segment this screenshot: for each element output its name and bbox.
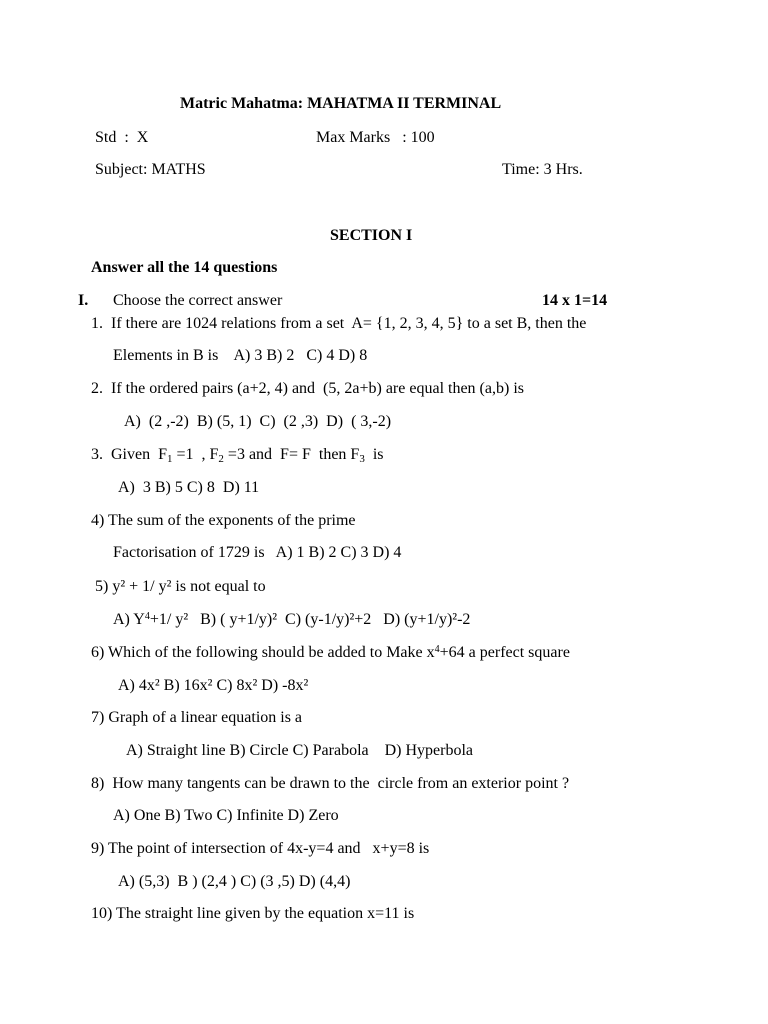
- part-marks: 14 x 1=14: [542, 292, 608, 309]
- question-1-line-1: 1. If there are 1024 relations from a set A= {1, 2, 3, 4, 5} to a set B, then the: [91, 315, 587, 332]
- question-9-line-1: 9) The point of intersection of 4x-y=4 and x+y=8 is: [91, 840, 430, 857]
- max-marks: Max Marks : 100: [316, 129, 435, 146]
- part-numeral: I.: [78, 292, 89, 309]
- question-4-line-1: 4) The sum of the exponents of the prime: [91, 512, 356, 529]
- question-4-options: Factorisation of 1729 is A) 1 B) 2 C) 3 D) 4: [113, 544, 402, 561]
- question-8-line-1: 8) How many tangents can be drawn to the circle from an exterior point ?: [91, 775, 570, 792]
- exam-title: Matric Mahatma: MAHATMA II TERMINAL: [180, 95, 502, 112]
- question-10-line-1: 10) The straight line given by the equation x=11 is: [91, 905, 415, 922]
- question-2-line-1: 2. If the ordered pairs (a+2, 4) and (5, 2a+b) are equal then (a,b) is: [91, 380, 524, 397]
- time-label: Time: 3 Hrs.: [502, 161, 583, 178]
- question-6-options: A) 4x² B) 16x² C) 8x² D) -8x²: [118, 677, 309, 694]
- part-title: Choose the correct answer: [113, 292, 283, 309]
- question-2-options: A) (2 ,-2) B) (5, 1) C) (2 ,3) D) ( 3,-2): [124, 413, 392, 430]
- section-title: SECTION I: [330, 227, 413, 244]
- instruction: Answer all the 14 questions: [91, 259, 278, 276]
- question-8-options: A) One B) Two C) Infinite D) Zero: [113, 807, 339, 824]
- question-7-line-1: 7) Graph of a linear equation is a: [91, 709, 303, 726]
- question-7-options: A) Straight line B) Circle C) Parabola D) Hyperbola: [126, 742, 474, 759]
- question-5-options: A) $Y^4+1/$ y² B) ( y+1/y)² C) (y-1/y)²+2 D) (y+1/y)²-2: [113, 611, 471, 628]
- question-3-options: A) 3 B) 5 C) 8 D) 11: [118, 479, 260, 496]
- std-label: Std : X: [95, 129, 149, 146]
- question-1-options: Elements in B is A) 3 B) 2 C) 4 D) 8: [113, 347, 368, 364]
- question-9-options: A) (5,3) B ) (2,4 ) C) (3 ,5) D) (4,4): [118, 873, 351, 890]
- question-5-line-1: 5) y² + 1/ y² is not equal to: [95, 578, 266, 595]
- question-3-line-1: 3. Given $F_1 =1$ , $F_2 =3$ and F= F then $F_3$ is: [91, 446, 384, 465]
- subject-label: Subject: MATHS: [95, 161, 206, 178]
- question-6-line-1: 6) Which of the following should be added to Make $x^4+64$ a perfect square: [91, 644, 570, 661]
